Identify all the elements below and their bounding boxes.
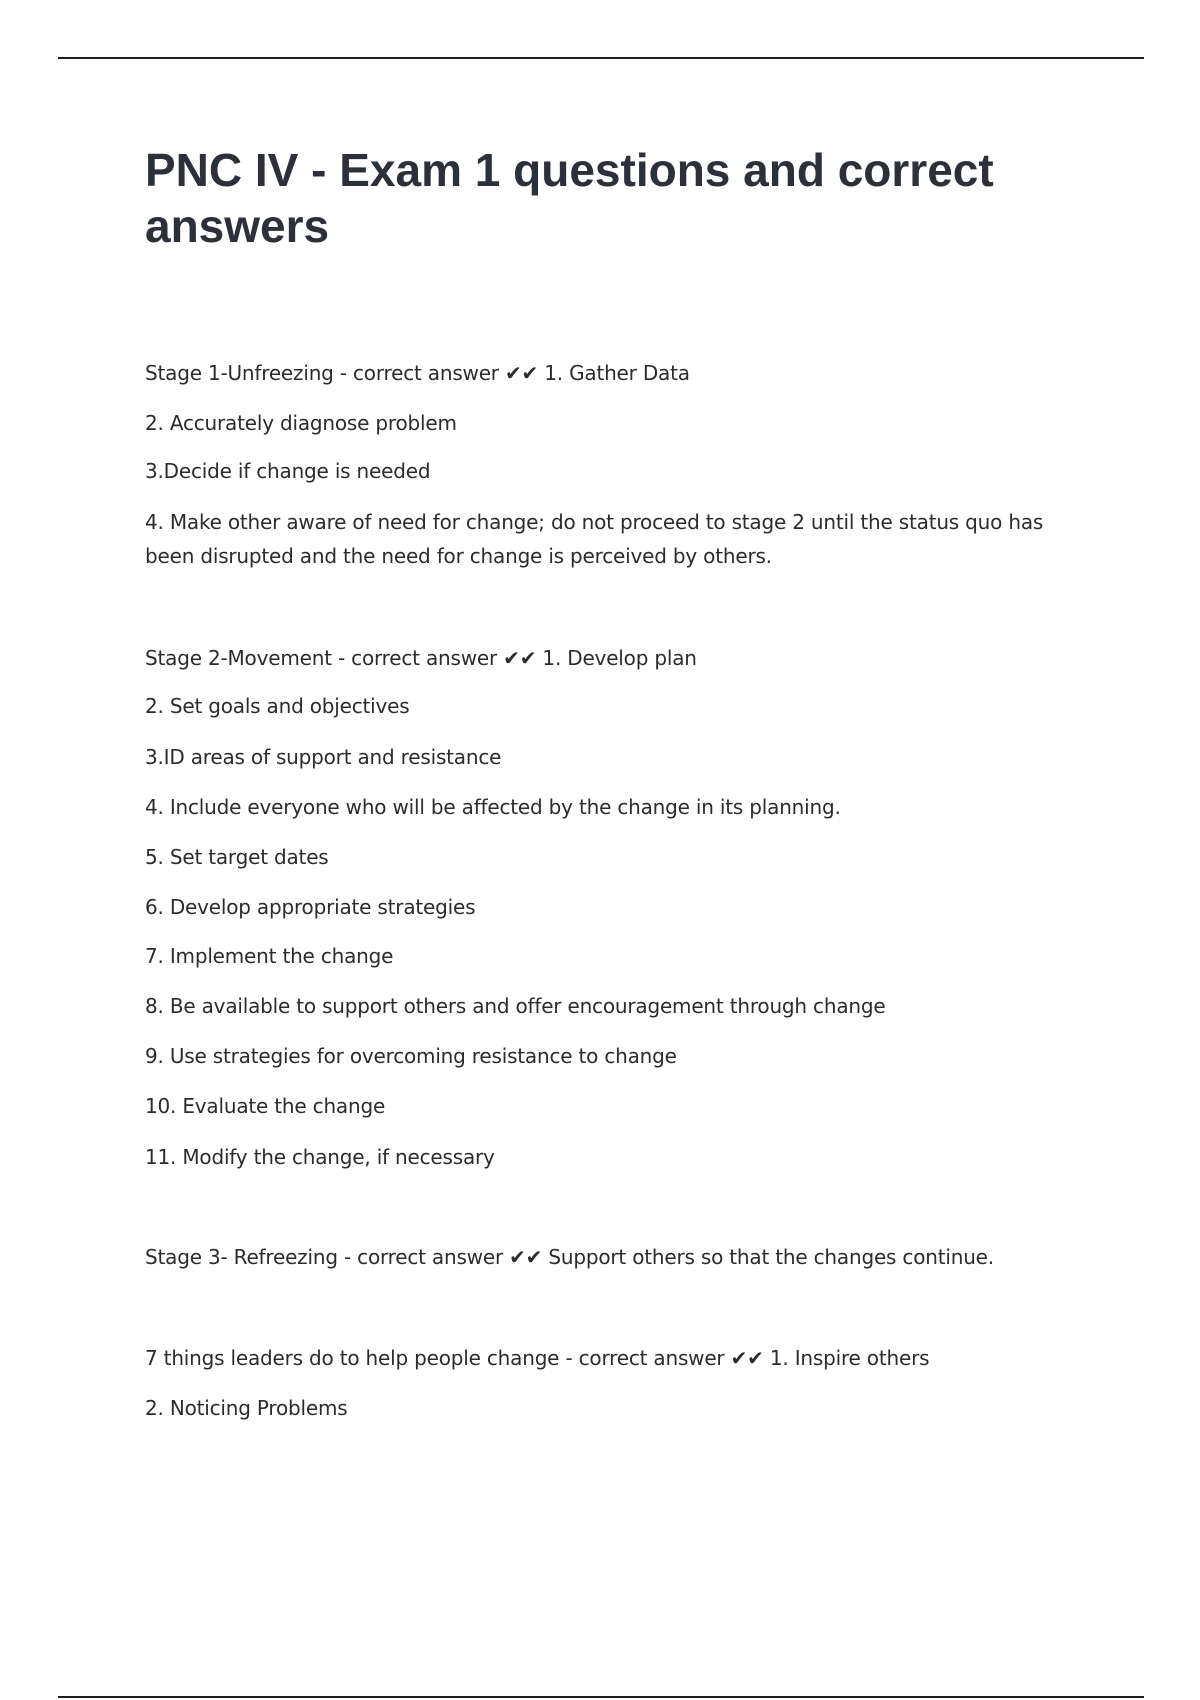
top-rule xyxy=(58,57,1144,59)
leaders-question: 7 things leaders do to help people change - correct answer ✔✔ 1. Inspire others xyxy=(145,1346,930,1370)
answer-line: 2. Noticing Problems xyxy=(145,1396,348,1420)
answer-line: 4. Include everyone who will be affected by the change in its planning. xyxy=(145,795,841,819)
answer-line: 3.Decide if change is needed xyxy=(145,459,431,483)
answer-line: 6. Develop appropriate strategies xyxy=(145,895,476,919)
page-title: PNC IV - Exam 1 questions and correct answers xyxy=(145,144,994,252)
stage-2-question: Stage 2-Movement - correct answer ✔✔ 1. Develop plan xyxy=(145,646,697,670)
answer-line: 9. Use strategies for overcoming resistance to change xyxy=(145,1044,677,1068)
answer-line: 10. Evaluate the change xyxy=(145,1094,386,1118)
answer-line: 8. Be available to support others and offer encouragement through change xyxy=(145,994,886,1018)
answer-line: 7. Implement the change xyxy=(145,944,394,968)
answer-line: 2. Set goals and objectives xyxy=(145,694,410,718)
answer-line: 2. Accurately diagnose problem xyxy=(145,411,457,435)
answer-line: 11. Modify the change, if necessary xyxy=(145,1145,495,1169)
bottom-rule xyxy=(58,1696,1144,1698)
answer-line: 3.ID areas of support and resistance xyxy=(145,745,502,769)
stage-3-question: Stage 3- Refreezing - correct answer ✔✔ Support others so that the changes continue. xyxy=(145,1245,994,1269)
answer-line: 4. Make other aware of need for change; do not proceed to stage 2 until the status quo has been disrupted and the need for change is perceived by others. xyxy=(145,510,1044,568)
answer-line: 5. Set target dates xyxy=(145,845,329,869)
stage-1-question: Stage 1-Unfreezing - correct answer ✔✔ 1. Gather Data xyxy=(145,361,690,385)
